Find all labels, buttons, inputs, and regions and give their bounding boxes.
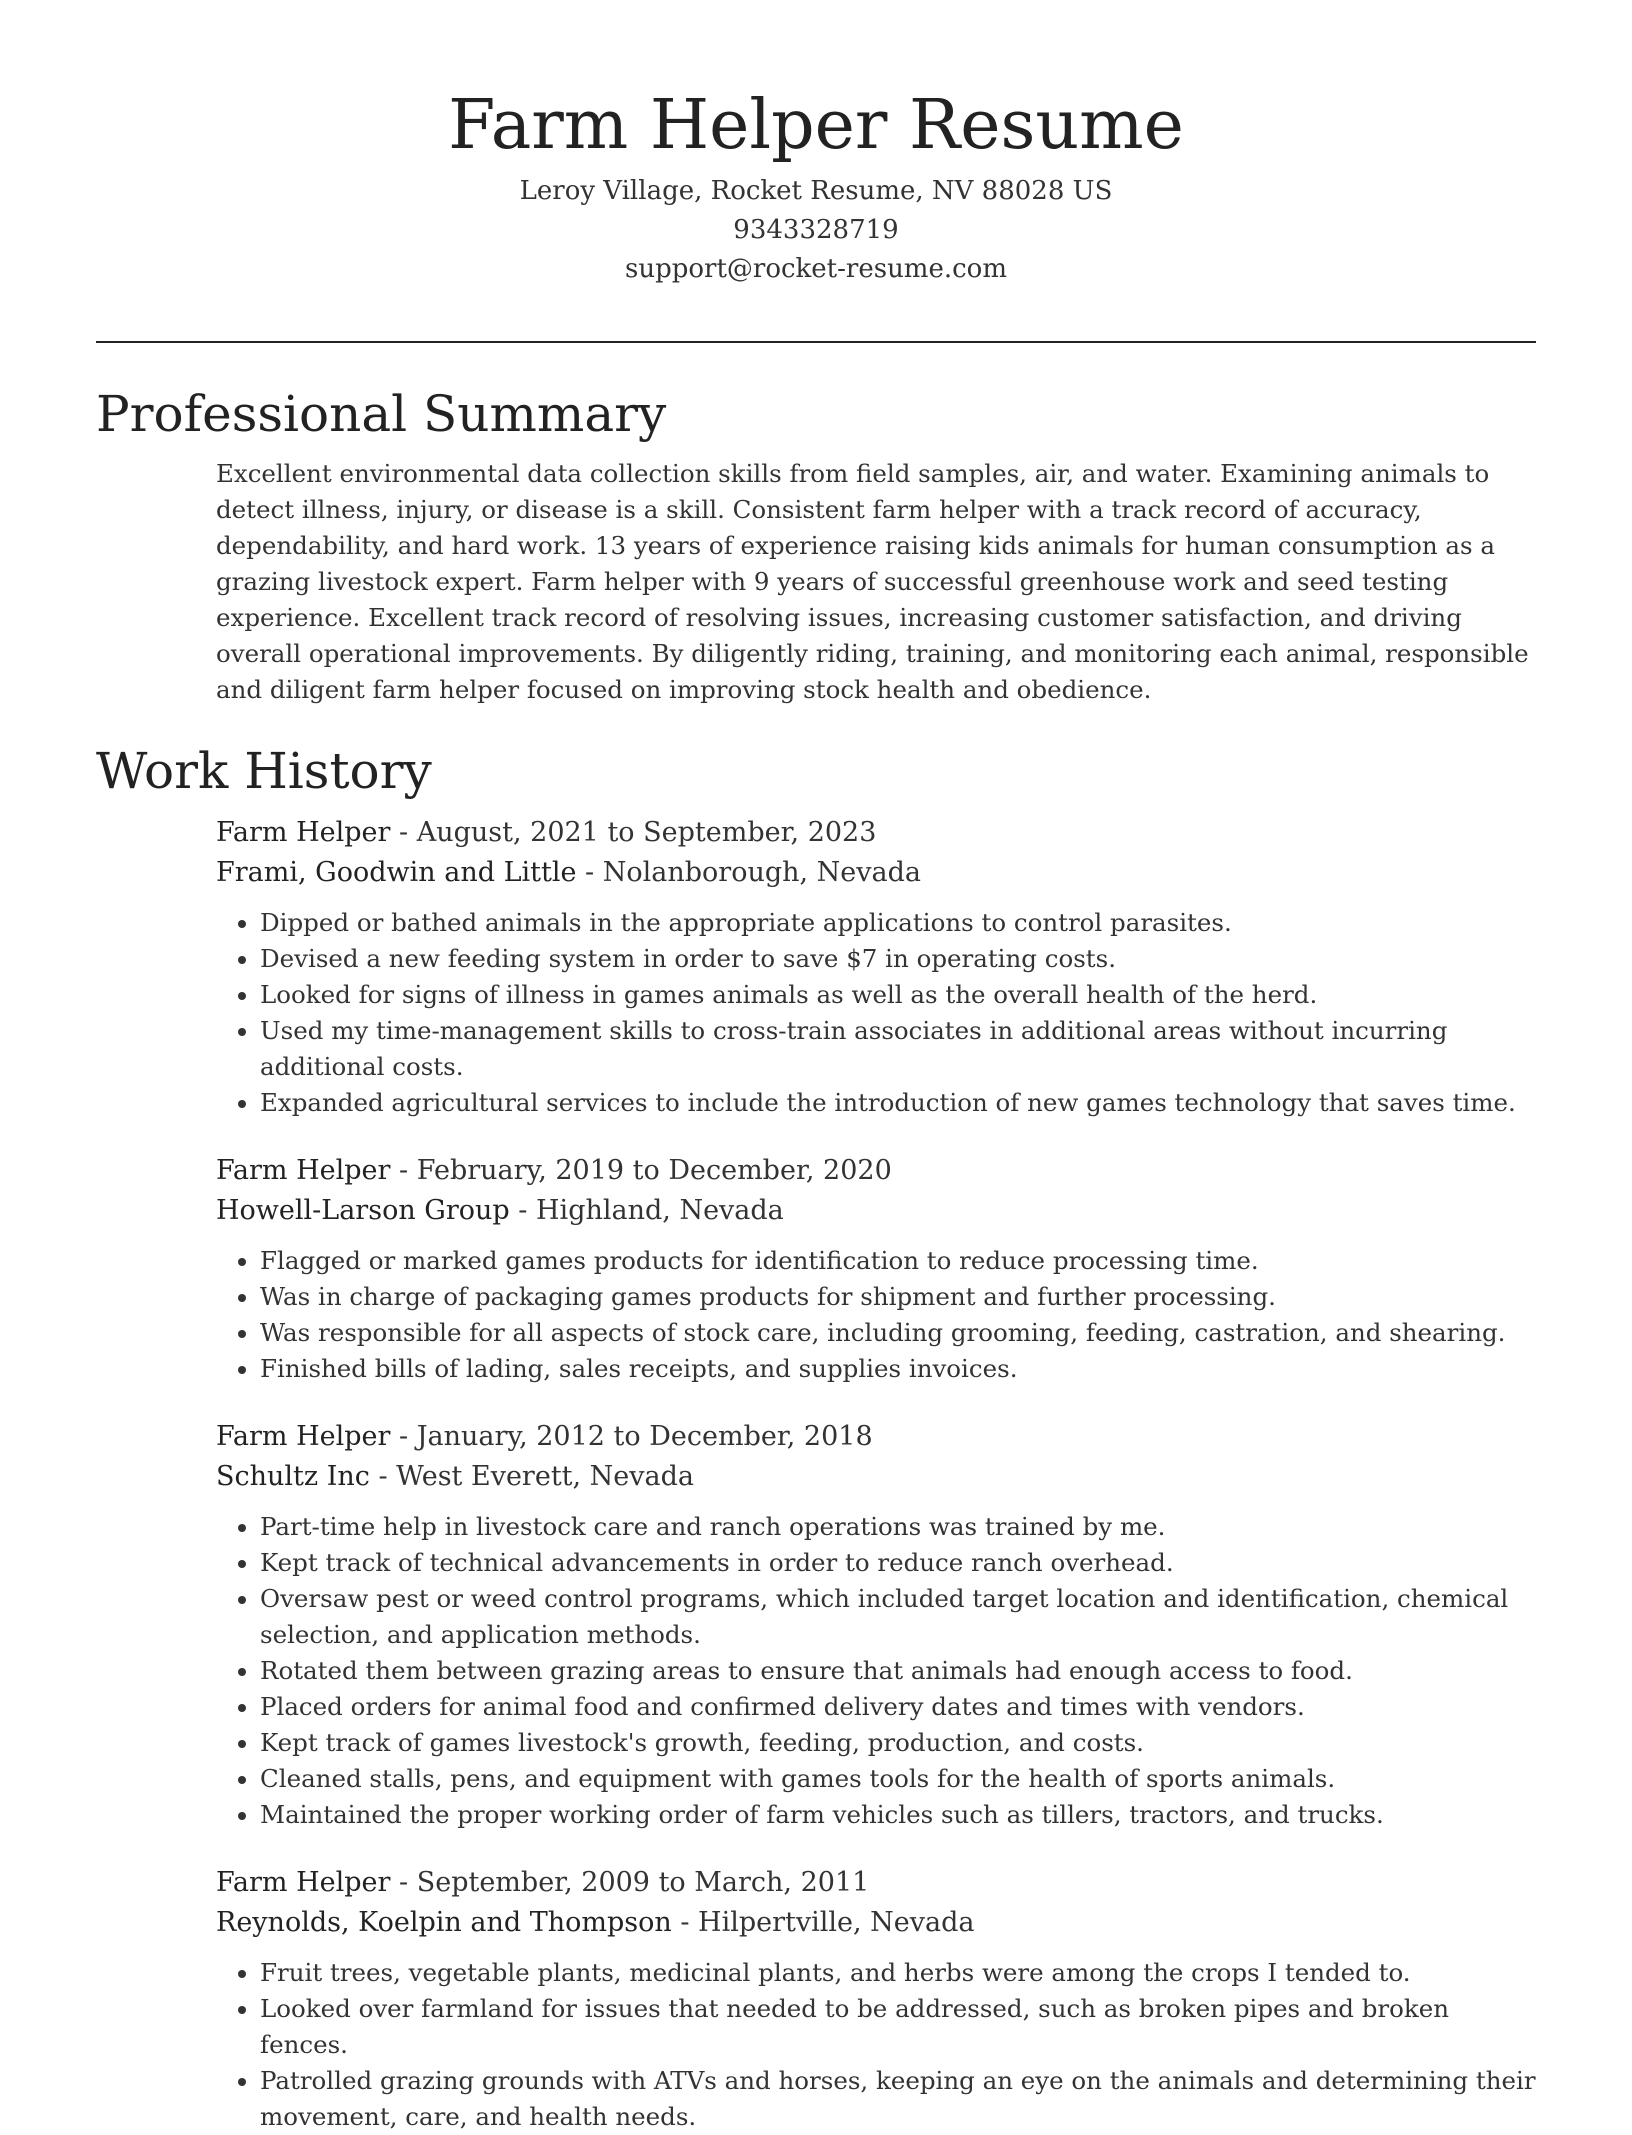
job-bullet: • Finished bills of lading, sales receipts, and supplies invoices. — [260, 1351, 1536, 1387]
job-location: Nolanborough, Nevada — [602, 857, 922, 888]
job-bullets — [216, 1955, 1536, 2135]
job-bullet: • Devised a new feeding system in order to save $7 in operating costs. — [260, 941, 1536, 977]
job-entry — [216, 1151, 1536, 1387]
work-history-section — [96, 737, 1536, 2135]
job-bullet: • Fruit trees, vegetable plants, medicinal plants, and herbs were among the crops I tended to. — [260, 1955, 1536, 1991]
professional-summary-section — [96, 380, 1536, 708]
job-bullets — [216, 905, 1536, 1121]
job-location: Highland, Nevada — [536, 1195, 784, 1226]
job-bullet: • Kept track of technical advancements in order to reduce ranch overhead. — [260, 1545, 1536, 1581]
job-title: Farm Helper — [216, 1155, 391, 1186]
job-bullet: • Patrolled grazing grounds with ATVs and horses, keeping an eye on the animals and determining their movement, care, and health needs. — [260, 2063, 1536, 2135]
job-bullet: • Kept track of games livestock's growth, feeding, production, and costs. — [260, 1725, 1536, 1761]
job-company: Reynolds, Koelpin and Thompson — [216, 1907, 672, 1938]
job-company: Schultz Inc — [216, 1461, 370, 1492]
job-entry — [216, 813, 1536, 1121]
resume-title: Farm Helper Resume — [448, 86, 1184, 165]
job-title: Farm Helper — [216, 817, 391, 848]
job-company-line: Schultz Inc - West Everett, Nevada — [216, 1461, 695, 1492]
job-company-line: Howell-Larson Group - Highland, Nevada — [216, 1195, 784, 1226]
summary-text: Excellent environmental data collection skills from field samples, air, and water. Examining animals to detect illness, injury, or disease is a skill. Consistent farm helper with a track record of accuracy, dependability, and hard work. 13 years of experience raising kids animals for human consumption as a grazing livestock expert. Farm helper with 9 years of successful greenhouse work and seed testing experience. Excellent track record of resolving issues, increasing customer satisfaction, and driving overall operational improvements. By diligently riding, training, and monitoring each animal, responsible and diligent farm helper focused on improving stock health and obedience. — [216, 459, 1529, 704]
job-bullet: • Looked for signs of illness in games animals as well as the overall health of the herd. — [260, 977, 1536, 1013]
job-bullet: • Oversaw pest or weed control programs, which included target location and identification, chemical selection, and application methods. — [260, 1581, 1536, 1653]
job-location: West Everett, Nevada — [396, 1461, 695, 1492]
job-location: Hilpertville, Nevada — [698, 1907, 975, 1938]
email-address: support@rocket-resume.com — [624, 254, 1007, 284]
job-company-line: Frami, Goodwin and Little - Nolanborough, Nevada — [216, 857, 922, 888]
job-company: Howell-Larson Group — [216, 1195, 510, 1226]
address: Leroy Village, Rocket Resume, NV 88028 US — [519, 176, 1113, 206]
job-title: Farm Helper — [216, 1421, 391, 1452]
job-bullets — [216, 1243, 1536, 1387]
job-entry — [216, 1417, 1536, 1833]
job-company-line: Reynolds, Koelpin and Thompson - Hilpertville, Nevada — [216, 1907, 975, 1938]
phone-number: 9343328719 — [733, 215, 899, 245]
job-dates: August, 2021 to September, 2023 — [416, 817, 877, 848]
job-title-line: Farm Helper - September, 2009 to March, 2011 — [216, 1867, 870, 1898]
section-heading-work-history: Work History — [96, 742, 432, 800]
job-bullet: • Rotated them between grazing areas to ensure that animals had enough access to food. — [260, 1653, 1536, 1689]
job-company: Frami, Goodwin and Little — [216, 857, 577, 888]
job-title-line: Farm Helper - August, 2021 to September, 2023 — [216, 817, 877, 848]
job-dates: January, 2012 to December, 2018 — [416, 1421, 873, 1452]
job-bullet: • Used my time-management skills to cross-train associates in additional areas without incurring additional costs. — [260, 1013, 1536, 1085]
job-bullet: • Looked over farmland for issues that needed to be addressed, such as broken pipes and broken fences. — [260, 1991, 1536, 2063]
job-bullet: • Dipped or bathed animals in the appropriate applications to control parasites. — [260, 905, 1536, 941]
job-dates: September, 2009 to March, 2011 — [416, 1867, 870, 1898]
job-bullet: • Expanded agricultural services to include the introduction of new games technology that saves time. — [260, 1085, 1536, 1121]
resume-header — [96, 80, 1536, 289]
job-bullets — [216, 1509, 1536, 1833]
section-heading-summary: Professional Summary — [96, 385, 667, 443]
job-bullet: • Was responsible for all aspects of stock care, including grooming, feeding, castration, and shearing. — [260, 1315, 1536, 1351]
job-bullet: • Placed orders for animal food and confirmed delivery dates and times with vendors. — [260, 1689, 1536, 1725]
job-bullet: • Part-time help in livestock care and ranch operations was trained by me. — [260, 1509, 1536, 1545]
job-title-line: Farm Helper - January, 2012 to December, 2018 — [216, 1421, 873, 1452]
job-entry — [216, 1863, 1536, 2135]
job-title-line: Farm Helper - February, 2019 to December, 2020 — [216, 1155, 892, 1186]
job-bullet: • Was in charge of packaging games products for shipment and further processing. — [260, 1279, 1536, 1315]
job-bullet: • Cleaned stalls, pens, and equipment with games tools for the health of sports animals. — [260, 1761, 1536, 1797]
job-bullet: • Flagged or marked games products for identification to reduce processing time. — [260, 1243, 1536, 1279]
job-bullet: • Maintained the proper working order of farm vehicles such as tillers, tractors, and trucks. — [260, 1797, 1536, 1833]
job-title: Farm Helper — [216, 1867, 391, 1898]
job-dates: February, 2019 to December, 2020 — [416, 1155, 892, 1186]
header-divider — [96, 341, 1536, 343]
